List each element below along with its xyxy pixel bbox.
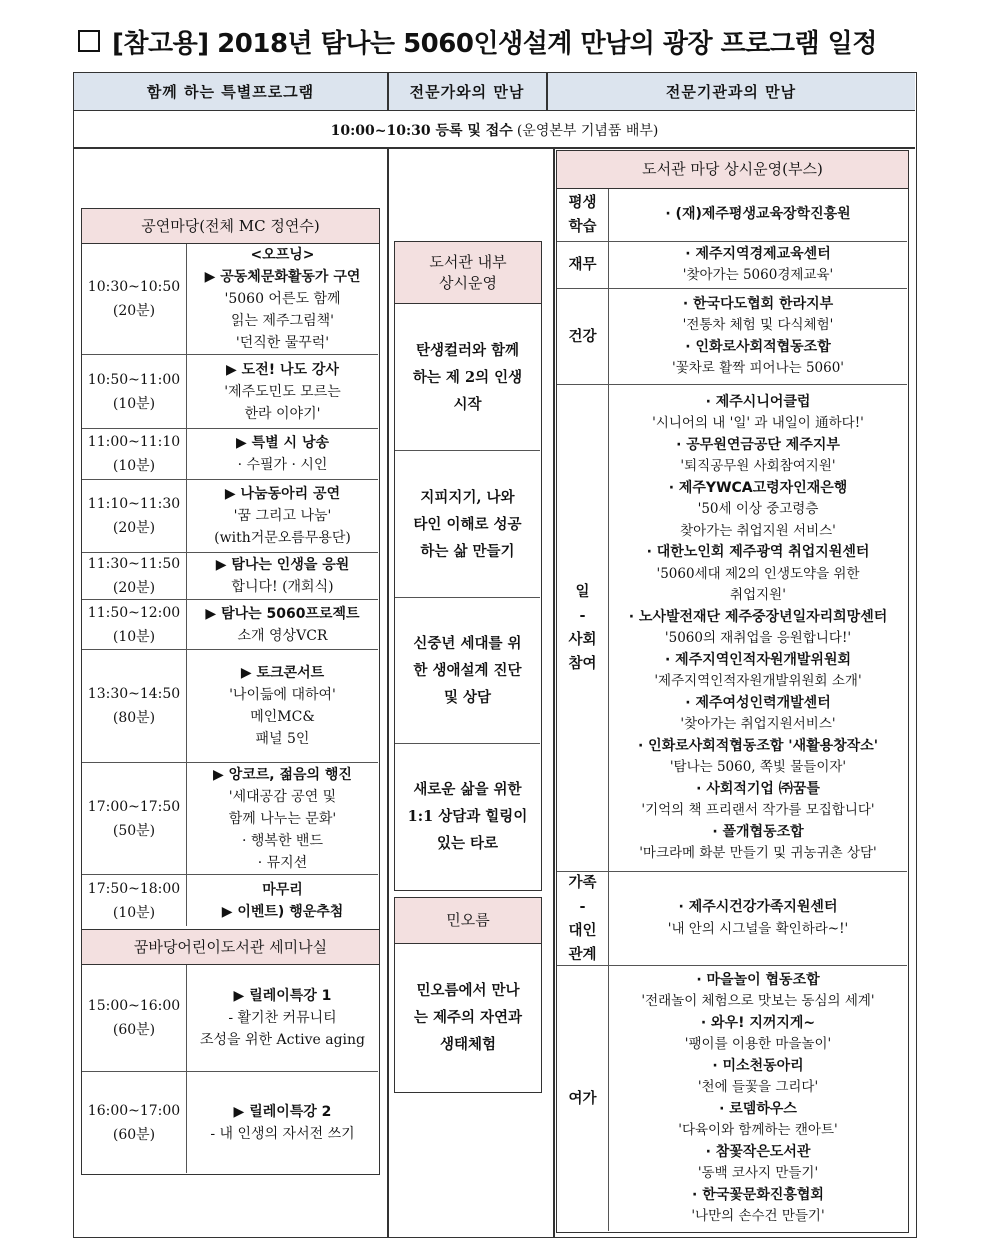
program-cell bbox=[187, 355, 378, 428]
minoreum-program-line: 민오름에서 만나 bbox=[416, 982, 520, 999]
booth-program: '전래놀이 체험으로 맛보는 동심의 세계' bbox=[641, 993, 875, 1009]
program-line: '세대공감 공연 및 bbox=[228, 788, 337, 805]
time-range: 11:00~11:10 bbox=[87, 434, 181, 450]
program-line: 함께 나누는 문화' bbox=[228, 810, 337, 827]
time-cell bbox=[82, 600, 187, 649]
booth-row bbox=[557, 872, 907, 966]
booth-category bbox=[557, 289, 609, 384]
booth-organization: · 한국꽃문화진흥협회 bbox=[692, 1186, 824, 1203]
time-cell bbox=[82, 965, 187, 1071]
library-program bbox=[395, 744, 540, 889]
seminar-room-header: 꿈바당어린이도서관 세미나실 bbox=[82, 930, 379, 965]
booth-program: '퇴직공무원 사회참여지원' bbox=[680, 458, 836, 474]
checkbox-icon bbox=[78, 30, 100, 52]
booth-category bbox=[557, 385, 609, 871]
booth-content bbox=[609, 289, 907, 384]
booth-program: '전통차 체험 및 다식체험' bbox=[682, 317, 834, 333]
library-indoor-header bbox=[395, 242, 541, 304]
minoreum-program bbox=[395, 944, 541, 1091]
booth-organization: · 인화로사회적협동조합 bbox=[685, 338, 831, 355]
booth-row bbox=[557, 242, 907, 289]
schedule-row bbox=[82, 1072, 378, 1173]
registration-row bbox=[74, 113, 915, 147]
duration: (60분) bbox=[112, 1126, 156, 1143]
booth-organization: · 제주여성인력개발센터 bbox=[685, 694, 831, 711]
booth-content bbox=[609, 385, 907, 871]
program-line: 한라 이야기' bbox=[244, 405, 321, 422]
program-line: 소개 영상VCR bbox=[237, 627, 328, 644]
schedule-row bbox=[82, 480, 378, 553]
time-range: 11:10~11:30 bbox=[87, 496, 181, 512]
program-line: '던직한 물꾸럭' bbox=[235, 335, 330, 351]
booth-program: 찾아가는 취업지원 서비스' bbox=[680, 522, 836, 539]
booth-category-line: 여가 bbox=[568, 1089, 597, 1107]
booth-organization: · 노사발전재단 제주중장년일자리희망센터 bbox=[628, 608, 888, 625]
library-program-line: 신중년 세대를 위 bbox=[413, 635, 522, 652]
program-cell bbox=[187, 480, 378, 552]
booth-program: '찾아가는 5060경제교육' bbox=[682, 267, 834, 283]
booth-category-line: 사회 bbox=[568, 631, 597, 648]
minoreum-program-line: 는 제주의 자연과 bbox=[413, 1009, 523, 1026]
time-range: 10:50~11:00 bbox=[87, 371, 181, 388]
booth-category bbox=[557, 189, 609, 241]
header-institutions: 전문기관과의 만남 bbox=[665, 83, 797, 101]
booth-organization: · 로뎀하우스 bbox=[719, 1100, 797, 1117]
booth-program: '제주지역인적자원개발위원회 소개' bbox=[654, 673, 862, 689]
program-line: '나이듦에 대하여' bbox=[229, 687, 336, 703]
program-cell bbox=[187, 553, 378, 599]
program-cell bbox=[187, 429, 378, 479]
seminar-room-box bbox=[81, 929, 380, 1175]
program-line: 마무리 bbox=[262, 881, 303, 898]
time-range: 10:30~10:50 bbox=[87, 279, 181, 295]
booth-row bbox=[557, 289, 907, 385]
duration: (10분) bbox=[112, 458, 156, 474]
booth-program: '5060의 재취업을 응원합니다!' bbox=[664, 630, 852, 646]
time-cell bbox=[82, 763, 187, 874]
booth-category-line: 재무 bbox=[568, 256, 597, 273]
schedule-row bbox=[82, 355, 378, 429]
header-experts: 전문가와의 만남 bbox=[409, 83, 525, 101]
program-line: ▶ 특별 시 낭송 bbox=[235, 435, 329, 451]
booth-organization: · 제주YWCA고령자인재은행 bbox=[668, 479, 848, 496]
schedule-row bbox=[82, 965, 378, 1072]
booth-program: '시니어의 내 '일' 과 내일이 通하다!' bbox=[652, 415, 864, 431]
duration: (20분) bbox=[112, 520, 156, 536]
duration: (80분) bbox=[112, 710, 156, 726]
library-header-line: 상시운영 bbox=[439, 273, 497, 292]
program-line: ▶ 릴레이특강 1 bbox=[233, 988, 332, 1004]
time-range: 17:00~17:50 bbox=[87, 798, 181, 815]
program-line: ▶ 앙코르, 젊음의 행진 bbox=[213, 766, 352, 783]
booth-program: '기억의 책 프리랜서 작가를 모집합니다' bbox=[641, 802, 875, 818]
schedule-table bbox=[73, 72, 917, 1238]
booth-category-line: 일 bbox=[575, 583, 590, 600]
booth-organization: · 공무원연금공단 제주지부 bbox=[676, 436, 840, 453]
library-program bbox=[395, 451, 540, 598]
booth-organization: · 인화로사회적협동조합 '새활용창작소' bbox=[637, 737, 879, 754]
booth-organization: · (재)제주평생교육장학진흥원 bbox=[665, 206, 851, 223]
time-cell bbox=[82, 875, 187, 926]
booth-content bbox=[609, 966, 907, 1231]
program-line: '제주도민도 모르는 bbox=[224, 383, 341, 400]
time-range: 17:50~18:00 bbox=[87, 880, 181, 897]
time-cell bbox=[82, 355, 187, 428]
program-line: ▶ 릴레이특강 2 bbox=[233, 1103, 332, 1120]
time-cell bbox=[82, 244, 187, 354]
booth-organization: · 마을놀이 협동조합 bbox=[696, 971, 820, 988]
booth-category-line: 관계 bbox=[568, 945, 597, 963]
booth-organization: · 와우! 지꺼지게~ bbox=[700, 1014, 816, 1031]
program-line: · 행복한 밴드 bbox=[242, 832, 323, 849]
booth-program: '천에 들꽃을 그리다' bbox=[697, 1079, 819, 1095]
library-program-line: 타인 이해로 성공 bbox=[413, 515, 522, 533]
booth-category-line: 건강 bbox=[568, 327, 597, 345]
time-range: 13:30~14:50 bbox=[87, 686, 181, 702]
booth-row bbox=[557, 966, 907, 1231]
program-line: ▶ 탐나는 5060프로젝트 bbox=[205, 605, 360, 622]
booth-content bbox=[609, 872, 907, 965]
minoreum-header: 민오름 bbox=[395, 898, 541, 944]
library-program-line: 한 생애설계 진단 bbox=[413, 662, 522, 679]
program-cell bbox=[187, 965, 378, 1071]
booth-program: '다육이와 함께하는 캔아트' bbox=[678, 1122, 838, 1138]
library-program-line: 및 상담 bbox=[443, 689, 492, 706]
program-line: <오프닝> bbox=[250, 247, 315, 263]
duration: (50분) bbox=[112, 822, 156, 839]
booth-category bbox=[557, 242, 609, 288]
library-header-line: 도서관 내부 bbox=[429, 252, 507, 271]
library-program-line: 시작 bbox=[453, 395, 482, 413]
booth-category-line: - bbox=[579, 607, 586, 624]
booth-program: '꽃차로 활짝 피어나는 5060' bbox=[671, 360, 845, 376]
library-program bbox=[395, 304, 540, 451]
booth-organization: · 폴개협동조합 bbox=[712, 823, 804, 840]
program-line: '5060 어른도 함께 bbox=[224, 291, 341, 307]
booth-category bbox=[557, 966, 609, 1231]
booth-organization: · 제주시건강가족지원센터 bbox=[678, 899, 838, 915]
program-line: ▶ 토크콘서트 bbox=[240, 665, 325, 681]
program-line: 조성을 위한 Active aging bbox=[200, 1032, 365, 1048]
booth-organization: · 대한노인회 제주광역 취업지원센터 bbox=[646, 544, 870, 560]
schedule-row bbox=[82, 244, 378, 355]
minoreum-box bbox=[394, 897, 542, 1093]
booth-category-line: - bbox=[579, 897, 586, 915]
program-line: ▶ 이벤트) 행운추첨 bbox=[221, 903, 344, 920]
time-cell bbox=[82, 1072, 187, 1173]
booth-category-line: 가족 bbox=[568, 873, 597, 891]
page-title-text: [참고용] 2018년 탐나는 5060인생설계 만남의 광장 프로그램 일정 bbox=[112, 28, 877, 59]
booth-program: '5060세대 제2의 인생도약을 위한 bbox=[656, 565, 860, 582]
booth-organization: · 제주시니어클럽 bbox=[705, 393, 811, 410]
booth-organization: · 미소천동아리 bbox=[712, 1057, 804, 1074]
booth-program: '찾아가는 취업지원서비스' bbox=[680, 716, 836, 732]
schedule-row bbox=[82, 650, 378, 763]
program-line: 합니다! (개회식) bbox=[231, 579, 334, 595]
program-cell bbox=[187, 650, 378, 762]
booth-program: 취업지원' bbox=[730, 587, 786, 603]
booth-program: '내 안의 시그널을 확인하라~!' bbox=[667, 920, 849, 937]
schedule-row bbox=[82, 429, 378, 480]
booth-category-line: 평생 bbox=[568, 194, 597, 211]
library-program-line: 새로운 삶을 위한 bbox=[413, 781, 522, 798]
booth-category bbox=[557, 872, 609, 965]
duration: (10분) bbox=[112, 628, 156, 645]
booth-organization: · 제주지역인적자원개발위원회 bbox=[664, 651, 851, 668]
booth-program: '팽이를 이용한 마을놀이' bbox=[684, 1036, 832, 1052]
time-range: 16:00~17:00 bbox=[87, 1102, 181, 1119]
program-line: - 활기찬 커뮤니티 bbox=[228, 1010, 337, 1026]
booth-category-line: 참여 bbox=[568, 655, 597, 672]
time-range: 11:30~11:50 bbox=[87, 556, 181, 572]
booth-organization: · 제주지역경제교육센터 bbox=[685, 245, 831, 262]
program-line: · 수필가 · 시인 bbox=[237, 457, 328, 473]
booth-row bbox=[557, 385, 907, 872]
program-line: 메인MC& bbox=[250, 709, 315, 725]
library-program-line: 하는 제 2의 인생 bbox=[412, 368, 523, 386]
booth-category-line: 대인 bbox=[568, 921, 597, 939]
time-range: 15:00~16:00 bbox=[87, 998, 181, 1014]
booth-category-line: 학습 bbox=[568, 218, 597, 235]
page-title bbox=[78, 20, 877, 62]
booth-program: '마크라메 화분 만들기 및 귀농귀촌 상담' bbox=[639, 845, 877, 861]
program-line: · 뮤지션 bbox=[257, 854, 308, 871]
booth-organization: · 한국다도협회 한라지부 bbox=[682, 295, 834, 312]
performance-stage-header: 공연마당(전체 MC 정연수) bbox=[82, 209, 379, 244]
program-line: ▶ 도전! 나도 강사 bbox=[226, 361, 339, 378]
duration: (20분) bbox=[112, 303, 156, 319]
duration: (10분) bbox=[112, 904, 156, 921]
header-row bbox=[74, 73, 915, 111]
library-indoor-box bbox=[394, 241, 542, 891]
time-cell bbox=[82, 553, 187, 599]
booth-content bbox=[609, 242, 907, 288]
time-cell bbox=[82, 480, 187, 552]
booth-header: 도서관 마당 상시운영(부스) bbox=[557, 151, 908, 189]
booth-box bbox=[556, 150, 909, 1233]
program-line: (with거문오름무용단) bbox=[214, 530, 351, 546]
booth-content bbox=[609, 189, 907, 241]
program-cell bbox=[187, 244, 378, 354]
duration: (10분) bbox=[112, 395, 156, 412]
program-cell bbox=[187, 1072, 378, 1173]
program-line: ▶ 공동체문화활동가 구연 bbox=[204, 269, 361, 285]
program-line: 읽는 제주그림책' bbox=[231, 313, 334, 329]
time-cell bbox=[82, 650, 187, 762]
registration-time: 10:00~10:30 등록 및 접수 bbox=[330, 123, 513, 139]
library-program-line: 하는 삶 만들기 bbox=[420, 542, 515, 560]
schedule-row bbox=[82, 763, 378, 875]
library-program-line: 1:1 상담과 힐링이 bbox=[407, 808, 528, 825]
program-cell bbox=[187, 875, 378, 926]
program-cell bbox=[187, 600, 378, 649]
time-cell bbox=[82, 429, 187, 479]
library-program-line: 있는 타로 bbox=[436, 835, 499, 852]
booth-organization: · 사회적기업 ㈜꿈틀 bbox=[696, 780, 820, 797]
program-line: 패널 5인 bbox=[255, 731, 310, 747]
library-program bbox=[395, 598, 540, 744]
schedule-row bbox=[82, 553, 378, 600]
program-line: - 내 인생의 자서전 쓰기 bbox=[210, 1125, 355, 1142]
booth-program: '나만의 손수건 만들기' bbox=[691, 1208, 825, 1224]
schedule-row bbox=[82, 875, 378, 926]
program-line: ▶ 탐나는 인생을 응원 bbox=[215, 557, 350, 573]
registration-note: (운영본부 기념품 배부) bbox=[516, 123, 659, 139]
booth-program: '50세 이상 중고령층 bbox=[697, 501, 819, 517]
program-cell bbox=[187, 763, 378, 874]
header-special-programs: 함께 하는 특별프로그램 bbox=[146, 83, 315, 101]
duration: (60분) bbox=[112, 1022, 156, 1038]
minoreum-program-line: 생태체험 bbox=[439, 1036, 497, 1053]
time-range: 11:50~12:00 bbox=[87, 604, 181, 621]
program-line: ▶ 나눔동아리 공연 bbox=[224, 486, 341, 502]
schedule-row bbox=[82, 600, 378, 650]
booth-organization: · 참꽃작은도서관 bbox=[705, 1143, 811, 1160]
booth-row bbox=[557, 189, 907, 242]
library-program-line: 지피지기, 나와 bbox=[420, 488, 515, 506]
library-program-line: 탄생컬러와 함께 bbox=[415, 341, 520, 359]
booth-program: '탐나는 5060, 쪽빛 물들이자' bbox=[669, 759, 847, 775]
booth-program: '동백 코사지 만들기' bbox=[697, 1165, 819, 1181]
duration: (20분) bbox=[112, 580, 156, 596]
program-line: '꿈 그리고 나눔' bbox=[233, 508, 332, 524]
